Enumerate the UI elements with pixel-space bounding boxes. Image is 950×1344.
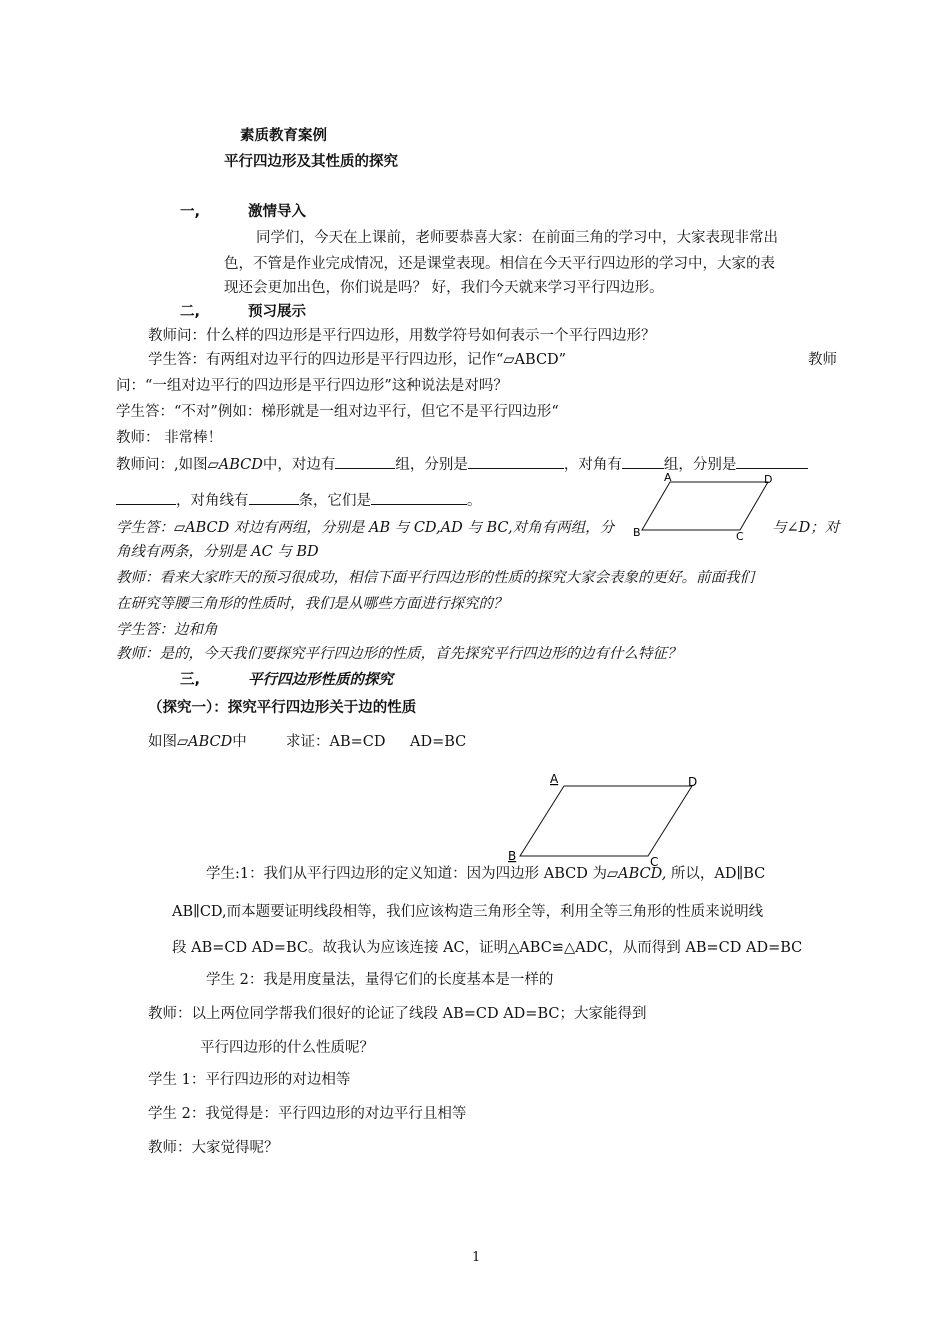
section2-number: 二, <box>180 304 201 320</box>
student-answer-3a: 学生答：▱ABCD 对边有两组，分别是 AB 与 CD,AD 与 BC,对角有两组，分 <box>116 520 615 536</box>
exploration-heading: （探究一）：探究平行四边形关于边的性质 <box>148 700 417 716</box>
teacher-question-1: 教师问：什么样的四边形是平行四边形，用数学符号如何表示一个平行四边形？ <box>148 328 656 344</box>
parallelogram-figure-small <box>630 470 780 542</box>
blank-1 <box>335 454 395 469</box>
student1-answer-line1 <box>206 864 765 884</box>
section1-para-line2: 色，不管是作业完成情况，还是课堂表现。相信在今天平行四边形的学习中，大家的表 <box>224 256 775 272</box>
vertex-label-b: B <box>633 526 641 539</box>
fill-text-8: 。 <box>467 493 482 509</box>
blank-5 <box>116 490 176 505</box>
fill-text-3: 组，分别是 <box>395 457 468 473</box>
blank-6 <box>249 490 299 505</box>
section3-title: 平行四边形性质的探究 <box>248 672 393 688</box>
given-text-1: 如图 <box>148 734 177 750</box>
student1-answer-line3: 段 AB=CD AD=BC。故我认为应该连接 AC，证明△ABC≌△ADC，从而得到 AB=CD AD=BC <box>172 940 803 956</box>
student1-notation: ▱ABCD, <box>606 866 667 882</box>
student1-text-2: 所以，AD∥BC <box>666 866 766 882</box>
vertex-label-d: D <box>688 775 698 789</box>
fill-text-1: 教师问：,如图 <box>116 457 208 473</box>
teacher-statement-2: 在研究等腰三角形的性质时，我们是从哪些方面进行探究的？ <box>116 596 508 612</box>
fill-text-7: 条，它们是 <box>298 493 371 509</box>
student1-conclusion: 学生 1：平行四边形的对边相等 <box>148 1072 351 1088</box>
document-category: 素质教育案例 <box>240 128 327 144</box>
blank-7 <box>371 490 467 505</box>
blank-2 <box>468 454 564 469</box>
teacher-statement-3: 教师：是的，今天我们要探究平行四边形的性质，首先探究平行四边形的边有什么特征？ <box>116 646 682 662</box>
vertex-label-c: C <box>650 855 659 868</box>
parallelogram-shape-large <box>520 786 692 856</box>
section2-title: 预习展示 <box>248 304 306 320</box>
section1-para-line1: 同学们，今天在上课前，老师要恭喜大家：在前面三角的学习中，大家表现非常出 <box>256 230 778 246</box>
blank-3 <box>622 454 664 469</box>
teacher-final-question: 教师：大家觉得呢？ <box>148 1140 279 1156</box>
fill-in-question-line2 <box>116 490 482 511</box>
vertex-label-a: A <box>664 471 672 484</box>
vertex-label-c: C <box>736 530 744 542</box>
fill-text-6: ，对角线有 <box>176 493 249 509</box>
student-answer-1: 学生答：有两组对边平行的四边形是平行四边形，记作“▱ABCD” <box>148 352 567 368</box>
section1-para-line3: 现还会更加出色，你们说是吗？ 好，我们今天就来学习平行四边形。 <box>224 280 664 296</box>
student-answer-3c: 角线有两条，分别是 AC 与 BD <box>116 544 319 560</box>
vertex-label-b: B <box>508 849 517 863</box>
student-answer-2: 学生答：“不对”例如：梯形就是一组对边平行，但它不是平行四边形“ <box>116 404 559 420</box>
student-answer-4: 学生答：边和角 <box>116 622 218 638</box>
teacher-summary-line1: 教师：以上两位同学帮我们很好的论证了线段 AB=CD AD=BC；大家能得到 <box>148 1006 647 1022</box>
given-statement <box>148 732 247 752</box>
blank-4 <box>736 454 808 469</box>
parallelogram-notation: ▱ABCD <box>207 457 263 473</box>
parallelogram-shape <box>642 482 768 530</box>
fill-text-2: 中，对边有 <box>262 457 336 473</box>
page-number: 1 <box>472 1250 481 1265</box>
student1-text-1: 学生:1：我们从平行四边形的定义知道：因为四边形 ABCD 为 <box>206 866 607 882</box>
given-parallelogram: ▱ABCD <box>177 734 233 750</box>
prove-statement: 求证：AB=CD <box>286 734 386 750</box>
section1-title: 激情导入 <box>248 204 306 220</box>
vertex-label-d: D <box>764 473 773 486</box>
teacher-summary-line2: 平行四边形的什么性质呢？ <box>200 1040 374 1056</box>
fill-text-4: ，对角有 <box>563 457 622 473</box>
vertex-label-a: A <box>550 772 559 786</box>
student1-answer-line2: AB∥CD,而本题要证明线段相等，我们应该构造三角形全等，利用全等三角形的性质来说明线 <box>172 904 764 920</box>
teacher-label: 教师 <box>808 352 837 368</box>
teacher-statement-1: 教师：看来大家昨天的预习很成功，相信下面平行四边形的性质的探究大家会表象的更好。前面我们 <box>116 570 754 586</box>
student2-answer: 学生 2：我是用度量法，量得它们的长度基本是一样的 <box>206 972 554 988</box>
prove-statement-2: AD=BC <box>410 734 467 750</box>
given-text-2: 中 <box>232 734 247 750</box>
document-title: 平行四边形及其性质的探究 <box>224 153 398 170</box>
section3-number: 三, <box>180 672 201 688</box>
parallelogram-figure-large <box>500 768 710 868</box>
fill-text-5: 组，分别是 <box>663 457 737 473</box>
section1-number: 一, <box>180 204 201 220</box>
teacher-praise: 教师： 非常棒！ <box>116 430 223 446</box>
teacher-question-2: 问：“一组对边平行的四边形是平行四边形”这种说法是对吗？ <box>116 378 508 394</box>
student2-conclusion: 学生 2：我觉得是：平行四边形的对边平行且相等 <box>148 1106 467 1122</box>
student-answer-3b: 与∠D；对 <box>772 520 840 536</box>
